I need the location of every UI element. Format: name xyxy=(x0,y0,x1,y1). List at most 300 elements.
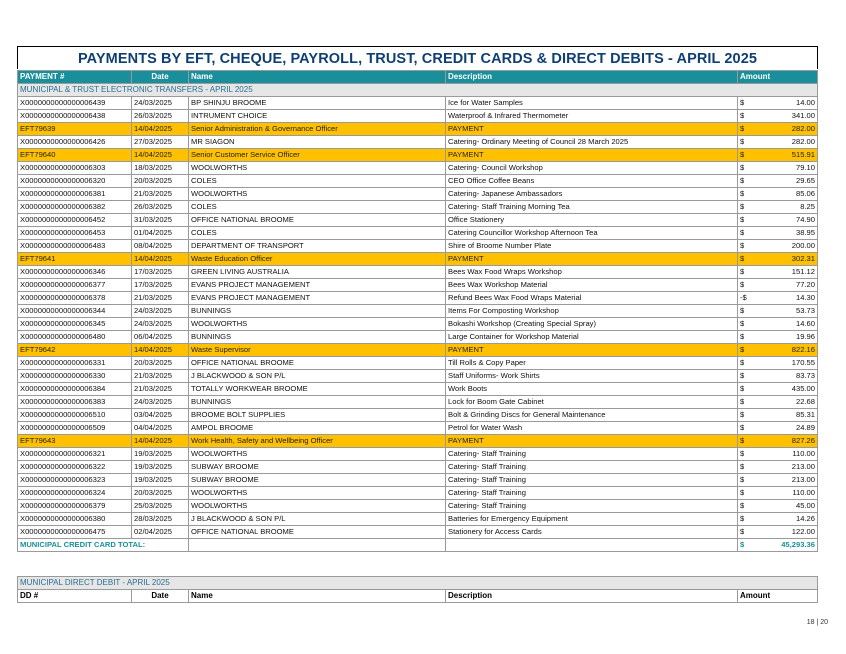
payment-id-cell: X0000000000000006480 xyxy=(18,331,132,344)
amount-wrap xyxy=(740,253,815,265)
table-row xyxy=(18,474,818,487)
payment-id-cell: X0000000000000006384 xyxy=(18,383,132,396)
currency-sign: $ xyxy=(740,202,745,211)
payment-id-cell: X0000000000000006452 xyxy=(18,214,132,227)
description-cell: Ice for Water Samples xyxy=(446,97,738,110)
amount-cell xyxy=(738,97,818,110)
description-cell: Refund Bees Wax Food Wraps Material xyxy=(446,292,738,305)
amount-value: 302.31 xyxy=(791,254,815,263)
description-cell: Large Container for Workshop Material xyxy=(446,331,738,344)
currency-sign: $ xyxy=(740,527,745,536)
currency-sign: $ xyxy=(740,436,745,445)
name-cell: WOOLWORTHS xyxy=(189,188,446,201)
payment-id-cell: X0000000000000006438 xyxy=(18,110,132,123)
currency-sign: $ xyxy=(740,410,745,419)
currency-sign: $ xyxy=(740,98,745,107)
date-cell: 17/03/2025 xyxy=(132,266,189,279)
amount-wrap xyxy=(740,396,815,408)
amount-wrap xyxy=(740,292,815,304)
payment-id-cell: X0000000000000006303 xyxy=(18,162,132,175)
amount-wrap xyxy=(740,409,815,421)
amount-value: 45.00 xyxy=(795,501,815,510)
payment-id-cell: X0000000000000006344 xyxy=(18,305,132,318)
amount-wrap xyxy=(740,305,815,317)
table-row xyxy=(18,227,818,240)
section-label: MUNICIPAL & TRUST ELECTRONIC TRANSFERS - APRIL 2025 xyxy=(18,84,818,97)
date-cell: 26/03/2025 xyxy=(132,201,189,214)
payments-table xyxy=(17,70,818,552)
amount-value: 213.00 xyxy=(791,475,815,484)
description-cell: Lock for Boom Gate Cabinet xyxy=(446,396,738,409)
date-cell: 21/03/2025 xyxy=(132,188,189,201)
payment-id-cell: X0000000000000006345 xyxy=(18,318,132,331)
currency-sign: $ xyxy=(740,423,745,432)
name-cell: OFFICE NATIONAL BROOME xyxy=(189,526,446,539)
table-row xyxy=(18,110,818,123)
amount-cell xyxy=(738,162,818,175)
amount-value: 213.00 xyxy=(791,462,815,471)
amount-wrap xyxy=(740,344,815,356)
amount-wrap xyxy=(740,214,815,226)
amount-value: 110.00 xyxy=(792,449,815,458)
amount-wrap xyxy=(740,162,815,174)
description-cell: Catering Councillor Workshop Afternoon Tea xyxy=(446,227,738,240)
currency-sign: $ xyxy=(740,267,745,276)
dd-col-name-header: Name xyxy=(189,590,446,603)
name-cell: J BLACKWOOD & SON P/L xyxy=(189,370,446,383)
description-cell: Waterproof & Infrared Thermometer xyxy=(446,110,738,123)
payment-id-cell: X0000000000000006377 xyxy=(18,279,132,292)
currency-sign: $ xyxy=(740,280,745,289)
payment-id-cell: EFT79642 xyxy=(18,344,132,357)
amount-wrap xyxy=(740,227,815,239)
currency-sign: $ xyxy=(740,371,745,380)
name-cell: GREEN LIVING AUSTRALIA xyxy=(189,266,446,279)
dd-col-id-header: DD # xyxy=(18,590,132,603)
amount-cell xyxy=(738,318,818,331)
amount-wrap xyxy=(740,357,815,369)
amount-wrap xyxy=(740,97,815,109)
amount-cell xyxy=(738,383,818,396)
currency-sign: $ xyxy=(740,241,745,250)
amount-cell xyxy=(738,253,818,266)
table-row xyxy=(18,513,818,526)
total-currency-sign: $ xyxy=(740,540,745,549)
amount-wrap xyxy=(740,201,815,213)
amount-cell xyxy=(738,175,818,188)
amount-value: 170.55 xyxy=(791,358,815,367)
table-row xyxy=(18,461,818,474)
amount-wrap xyxy=(740,240,815,252)
col-date-header: Date xyxy=(132,71,189,84)
amount-cell xyxy=(738,331,818,344)
date-cell: 20/03/2025 xyxy=(132,487,189,500)
amount-value: 822.16 xyxy=(791,345,815,354)
eft-payment-row xyxy=(18,123,818,136)
payment-id-cell: EFT79641 xyxy=(18,253,132,266)
amount-cell xyxy=(738,487,818,500)
payment-id-cell: X0000000000000006509 xyxy=(18,422,132,435)
currency-sign: $ xyxy=(740,215,745,224)
description-cell: Bees Wax Food Wraps Workshop xyxy=(446,266,738,279)
payment-id-cell: EFT79643 xyxy=(18,435,132,448)
table-row xyxy=(18,97,818,110)
amount-value: 83.73 xyxy=(795,371,815,380)
amount-cell xyxy=(738,266,818,279)
amount-wrap xyxy=(740,175,815,187)
report-title: PAYMENTS BY EFT, CHEQUE, PAYROLL, TRUST, CREDIT CARDS & DIRECT DEBITS - APRIL 2025 xyxy=(77,51,758,67)
amount-cell xyxy=(738,240,818,253)
amount-cell xyxy=(738,214,818,227)
description-cell: Catering- Staff Training xyxy=(446,474,738,487)
name-cell: DEPARTMENT OF TRANSPORT xyxy=(189,240,446,253)
amount-cell xyxy=(738,110,818,123)
payment-id-cell: X0000000000000006331 xyxy=(18,357,132,370)
date-cell: 31/03/2025 xyxy=(132,214,189,227)
date-cell: 14/04/2025 xyxy=(132,344,189,357)
amount-wrap xyxy=(740,331,815,343)
total-amount-wrap xyxy=(740,539,815,551)
name-cell: BUNNINGS xyxy=(189,396,446,409)
report-title-box xyxy=(17,46,818,69)
description-cell: PAYMENT xyxy=(446,435,738,448)
total-empty-cell xyxy=(189,539,446,552)
amount-wrap xyxy=(740,318,815,330)
description-cell: CEO Office Coffee Beans xyxy=(446,175,738,188)
description-cell: Catering- Staff Training xyxy=(446,448,738,461)
table-row xyxy=(18,448,818,461)
amount-value: 14.00 xyxy=(795,98,815,107)
amount-value: 122.00 xyxy=(791,527,815,536)
currency-sign: $ xyxy=(740,462,745,471)
date-cell: 14/04/2025 xyxy=(132,149,189,162)
description-cell: Catering- Ordinary Meeting of Council 28 March 2025 xyxy=(446,136,738,149)
dd-col-amount-header: Amount xyxy=(738,590,818,603)
currency-sign: $ xyxy=(740,475,745,484)
currency-sign: $ xyxy=(740,254,745,263)
amount-wrap xyxy=(740,461,815,473)
amount-cell xyxy=(738,448,818,461)
description-cell: Items For Composting Workshop xyxy=(446,305,738,318)
date-cell: 28/03/2025 xyxy=(132,513,189,526)
payment-id-cell: X0000000000000006381 xyxy=(18,188,132,201)
date-cell: 18/03/2025 xyxy=(132,162,189,175)
payment-id-cell: X0000000000000006483 xyxy=(18,240,132,253)
name-cell: J BLACKWOOD & SON P/L xyxy=(189,513,446,526)
amount-wrap xyxy=(740,448,815,460)
description-cell: PAYMENT xyxy=(446,123,738,136)
table-row xyxy=(18,214,818,227)
date-cell: 24/03/2025 xyxy=(132,97,189,110)
name-cell: INTRUMENT CHOICE xyxy=(189,110,446,123)
amount-wrap xyxy=(740,487,815,499)
amount-cell xyxy=(738,201,818,214)
description-cell: Work Boots xyxy=(446,383,738,396)
amount-value: 19.96 xyxy=(795,332,815,341)
amount-value: 85.31 xyxy=(795,410,815,419)
amount-cell xyxy=(738,409,818,422)
amount-wrap xyxy=(740,370,815,382)
amount-wrap xyxy=(740,266,815,278)
amount-wrap xyxy=(740,279,815,291)
currency-sign: $ xyxy=(740,124,745,133)
date-cell: 01/04/2025 xyxy=(132,227,189,240)
amount-value: 515.91 xyxy=(791,150,815,159)
amount-wrap xyxy=(740,500,815,512)
currency-sign: $ xyxy=(740,189,745,198)
name-cell: TOTALLY WORKWEAR BROOME xyxy=(189,383,446,396)
date-cell: 14/04/2025 xyxy=(132,123,189,136)
amount-value: 24.89 xyxy=(795,423,815,432)
table-row xyxy=(18,162,818,175)
amount-wrap xyxy=(740,422,815,434)
description-cell: Bees Wax Workshop Material xyxy=(446,279,738,292)
amount-wrap xyxy=(740,123,815,135)
eft-payment-row xyxy=(18,253,818,266)
description-cell: PAYMENT xyxy=(446,149,738,162)
currency-sign: $ xyxy=(740,358,745,367)
amount-wrap xyxy=(740,110,815,122)
name-cell: EVANS PROJECT MANAGEMENT xyxy=(189,279,446,292)
name-cell: AMPOL BROOME xyxy=(189,422,446,435)
amount-cell xyxy=(738,344,818,357)
amount-value: 282.00 xyxy=(791,137,815,146)
date-cell: 17/03/2025 xyxy=(132,279,189,292)
total-label: MUNICIPAL CREDIT CARD TOTAL: xyxy=(18,539,189,552)
currency-sign: $ xyxy=(740,319,745,328)
table-row xyxy=(18,292,818,305)
date-cell: 24/03/2025 xyxy=(132,396,189,409)
amount-cell xyxy=(738,305,818,318)
description-cell: Stationery for Access Cards xyxy=(446,526,738,539)
name-cell: BUNNINGS xyxy=(189,331,446,344)
date-cell: 19/03/2025 xyxy=(132,461,189,474)
amount-cell xyxy=(738,292,818,305)
amount-value: 79.10 xyxy=(795,163,815,172)
currency-sign: $ xyxy=(740,449,745,458)
total-row xyxy=(18,539,818,552)
table-row xyxy=(18,318,818,331)
description-cell: Shire of Broome Number Plate xyxy=(446,240,738,253)
payment-id-cell: X0000000000000006475 xyxy=(18,526,132,539)
amount-cell xyxy=(738,136,818,149)
amount-value: 14.60 xyxy=(795,319,815,328)
date-cell: 03/04/2025 xyxy=(132,409,189,422)
payment-id-cell: X0000000000000006321 xyxy=(18,448,132,461)
payment-id-cell: X0000000000000006380 xyxy=(18,513,132,526)
currency-sign: $ xyxy=(740,384,745,393)
payment-id-cell: X0000000000000006330 xyxy=(18,370,132,383)
amount-cell xyxy=(738,500,818,513)
col-description-header: Description xyxy=(446,71,738,84)
name-cell: WOOLWORTHS xyxy=(189,448,446,461)
name-cell: BP SHINJU BROOME xyxy=(189,97,446,110)
name-cell: OFFICE NATIONAL BROOME xyxy=(189,214,446,227)
name-cell: Senior Customer Service Officer xyxy=(189,149,446,162)
amount-value: 29.65 xyxy=(795,176,815,185)
description-cell: Office Stationery xyxy=(446,214,738,227)
amount-value: 151.12 xyxy=(791,267,815,276)
payment-id-cell: X0000000000000006510 xyxy=(18,409,132,422)
description-cell: Catering- Staff Training Morning Tea xyxy=(446,201,738,214)
amount-value: 341.00 xyxy=(791,111,815,120)
date-cell: 02/04/2025 xyxy=(132,526,189,539)
currency-sign: $ xyxy=(740,111,745,120)
date-cell: 27/03/2025 xyxy=(132,136,189,149)
table-row xyxy=(18,487,818,500)
amount-cell xyxy=(738,227,818,240)
amount-cell xyxy=(738,396,818,409)
payment-id-cell: X0000000000000006439 xyxy=(18,97,132,110)
amount-value: 53.73 xyxy=(795,306,815,315)
amount-value: 14.30 xyxy=(795,293,815,302)
amount-cell xyxy=(738,123,818,136)
date-cell: 24/03/2025 xyxy=(132,318,189,331)
col-payment-header: PAYMENT # xyxy=(18,71,132,84)
currency-sign: $ xyxy=(740,345,745,354)
payment-id-cell: X0000000000000006320 xyxy=(18,175,132,188)
total-amount-cell xyxy=(738,539,818,552)
description-cell: Catering- Council Workshop xyxy=(446,162,738,175)
amount-cell xyxy=(738,526,818,539)
table-row xyxy=(18,526,818,539)
amount-value: 77.20 xyxy=(795,280,815,289)
amount-wrap xyxy=(740,513,815,525)
amount-cell xyxy=(738,279,818,292)
name-cell: WOOLWORTHS xyxy=(189,500,446,513)
amount-cell xyxy=(738,188,818,201)
description-cell: Catering- Staff Training xyxy=(446,461,738,474)
table-row xyxy=(18,240,818,253)
amount-cell xyxy=(738,461,818,474)
col-name-header: Name xyxy=(189,71,446,84)
date-cell: 06/04/2025 xyxy=(132,331,189,344)
name-cell: COLES xyxy=(189,201,446,214)
dd-header-row xyxy=(18,590,818,603)
date-cell: 21/03/2025 xyxy=(132,370,189,383)
amount-wrap xyxy=(740,136,815,148)
table-row xyxy=(18,409,818,422)
amount-value: 38.95 xyxy=(795,228,815,237)
amount-cell xyxy=(738,357,818,370)
currency-sign: $ xyxy=(740,488,745,497)
payment-id-cell: X0000000000000006322 xyxy=(18,461,132,474)
amount-cell xyxy=(738,422,818,435)
table-row xyxy=(18,266,818,279)
table-row xyxy=(18,383,818,396)
date-cell: 14/04/2025 xyxy=(132,435,189,448)
currency-sign: $ xyxy=(740,332,745,341)
total-empty-cell xyxy=(446,539,738,552)
name-cell: Work Health, Safety and Wellbeing Officer xyxy=(189,435,446,448)
name-cell: BUNNINGS xyxy=(189,305,446,318)
date-cell: 21/03/2025 xyxy=(132,292,189,305)
amount-value: 85.06 xyxy=(795,189,815,198)
amount-value: 22.68 xyxy=(795,397,815,406)
amount-cell xyxy=(738,513,818,526)
payment-id-cell: X0000000000000006453 xyxy=(18,227,132,240)
date-cell: 24/03/2025 xyxy=(132,305,189,318)
date-cell: 19/03/2025 xyxy=(132,474,189,487)
payment-id-cell: X0000000000000006323 xyxy=(18,474,132,487)
date-cell: 14/04/2025 xyxy=(132,253,189,266)
date-cell: 20/03/2025 xyxy=(132,175,189,188)
direct-debit-table xyxy=(17,576,818,603)
currency-sign: $ xyxy=(740,176,745,185)
date-cell: 04/04/2025 xyxy=(132,422,189,435)
description-cell: Catering- Japanese Ambassadors xyxy=(446,188,738,201)
amount-value: 200.00 xyxy=(791,241,815,250)
amount-value: 282.00 xyxy=(791,124,815,133)
payment-id-cell: EFT79639 xyxy=(18,123,132,136)
table-row xyxy=(18,500,818,513)
dd-section-label: MUNICIPAL DIRECT DEBIT - APRIL 2025 xyxy=(18,577,818,590)
payment-id-cell: X0000000000000006383 xyxy=(18,396,132,409)
name-cell: SUBWAY BROOME xyxy=(189,474,446,487)
date-cell: 08/04/2025 xyxy=(132,240,189,253)
name-cell: BROOME BOLT SUPPLIES xyxy=(189,409,446,422)
payment-id-cell: X0000000000000006382 xyxy=(18,201,132,214)
payment-id-cell: X0000000000000006426 xyxy=(18,136,132,149)
currency-sign: $ xyxy=(740,501,745,510)
amount-wrap xyxy=(740,149,815,161)
name-cell: WOOLWORTHS xyxy=(189,162,446,175)
amount-value: 110.00 xyxy=(792,488,815,497)
eft-payment-row xyxy=(18,149,818,162)
col-amount-header: Amount xyxy=(738,71,818,84)
table-row xyxy=(18,188,818,201)
name-cell: COLES xyxy=(189,227,446,240)
table-row xyxy=(18,396,818,409)
amount-wrap xyxy=(740,474,815,486)
table-row xyxy=(18,331,818,344)
payment-id-cell: X0000000000000006378 xyxy=(18,292,132,305)
date-cell: 19/03/2025 xyxy=(132,448,189,461)
amount-cell xyxy=(738,149,818,162)
payment-id-cell: EFT79640 xyxy=(18,149,132,162)
name-cell: OFFICE NATIONAL BROOME xyxy=(189,357,446,370)
name-cell: SUBWAY BROOME xyxy=(189,461,446,474)
amount-cell xyxy=(738,435,818,448)
amount-wrap xyxy=(740,383,815,395)
currency-sign: $ xyxy=(740,306,745,315)
amount-wrap xyxy=(740,526,815,538)
name-cell: WOOLWORTHS xyxy=(189,318,446,331)
table-row xyxy=(18,357,818,370)
date-cell: 26/03/2025 xyxy=(132,110,189,123)
amount-value: 435.00 xyxy=(791,384,815,393)
name-cell: Waste Education Officer xyxy=(189,253,446,266)
dd-section-row xyxy=(18,577,818,590)
amount-wrap xyxy=(740,188,815,200)
name-cell: EVANS PROJECT MANAGEMENT xyxy=(189,292,446,305)
description-cell: PAYMENT xyxy=(446,344,738,357)
dd-col-description-header: Description xyxy=(446,590,738,603)
table-row xyxy=(18,370,818,383)
table-row xyxy=(18,175,818,188)
payment-id-cell: X0000000000000006324 xyxy=(18,487,132,500)
description-cell: Catering- Staff Training xyxy=(446,500,738,513)
table-row xyxy=(18,305,818,318)
table-row xyxy=(18,422,818,435)
currency-sign: $ xyxy=(740,163,745,172)
name-cell: Senior Administration & Governance Officer xyxy=(189,123,446,136)
description-cell: Catering- Staff Training xyxy=(446,487,738,500)
eft-payment-row xyxy=(18,344,818,357)
section-row xyxy=(18,84,818,97)
description-cell: Batteries for Emergency Equipment xyxy=(446,513,738,526)
amount-value: 74.90 xyxy=(795,215,815,224)
